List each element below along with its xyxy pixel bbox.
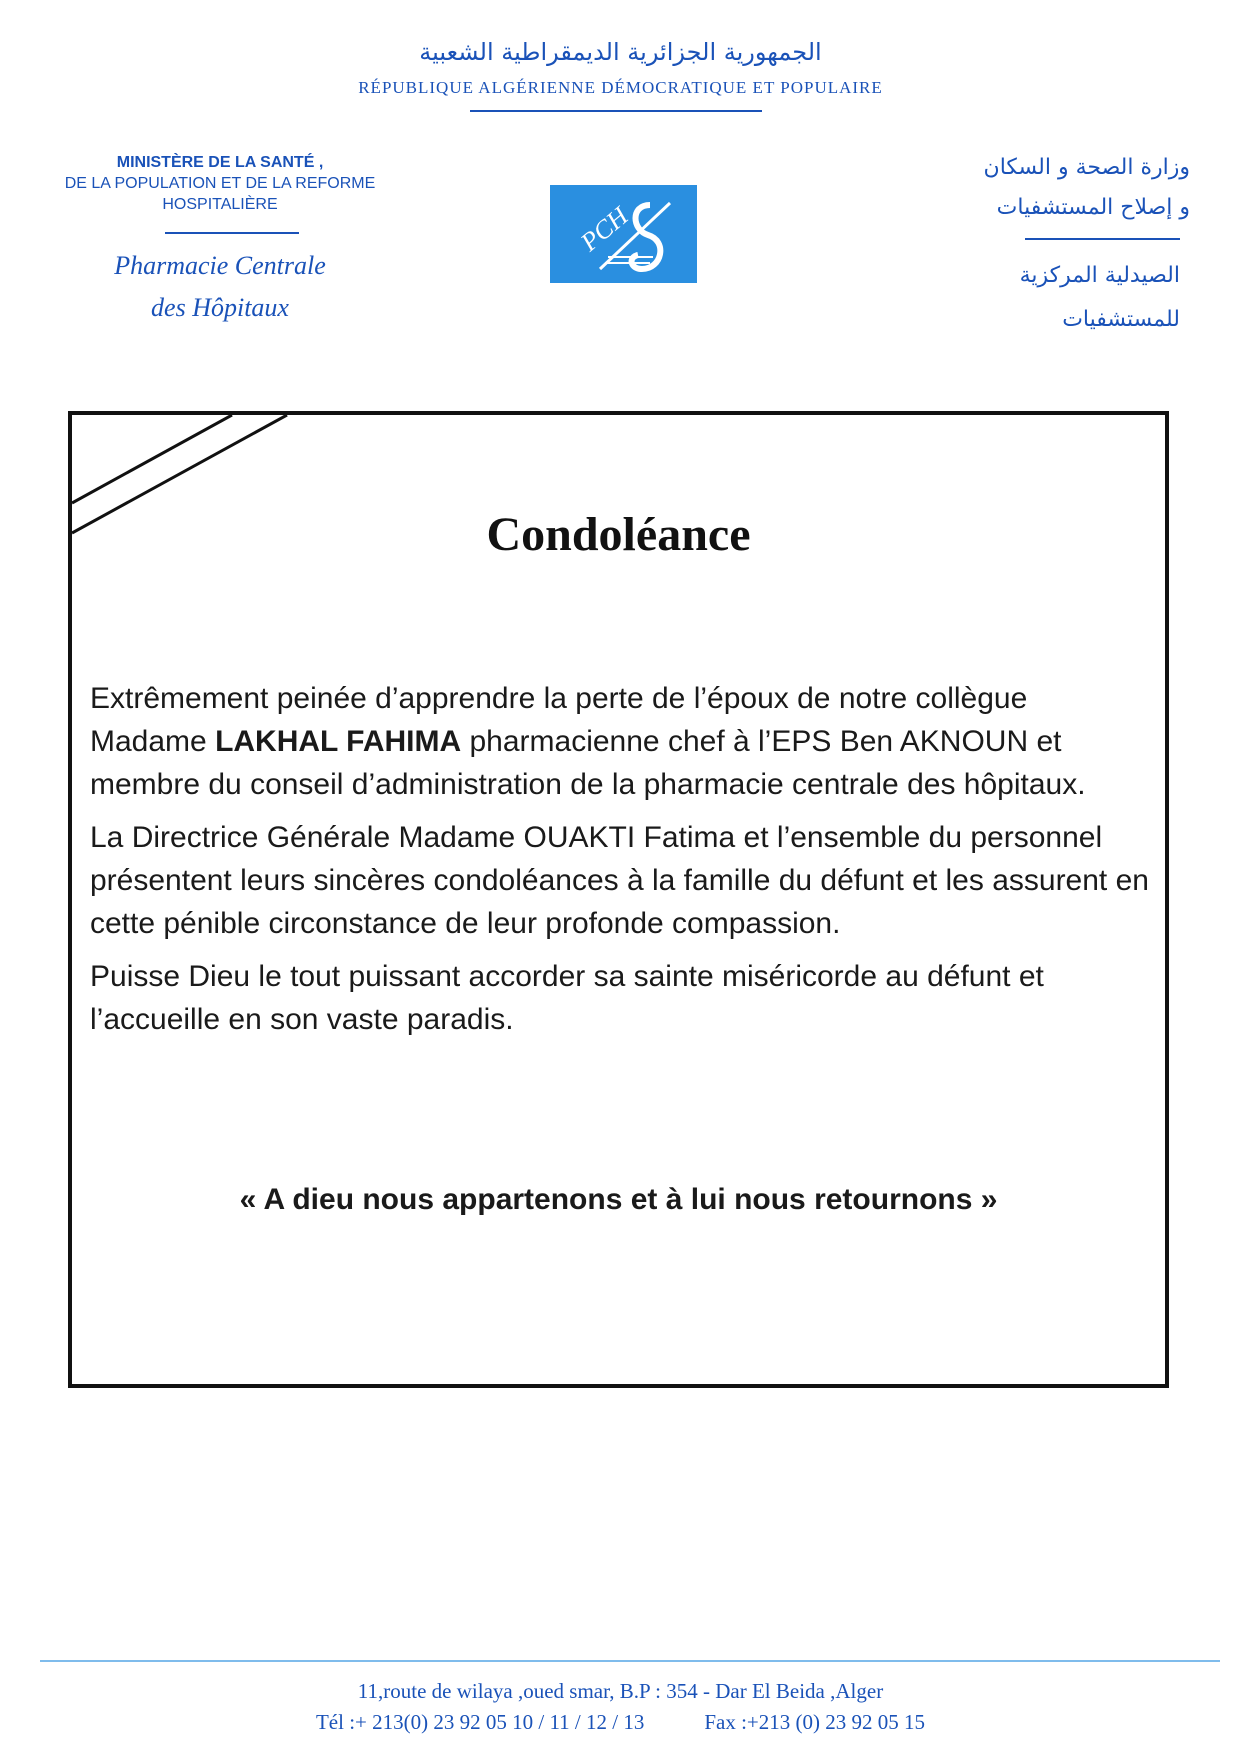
notice-motto: « A dieu nous appartenons et à lui nous retournons »: [239, 1183, 998, 1216]
footer-contacts: [0, 1707, 1241, 1738]
header-arabic-title: الجمهورية الجزائرية الديمقراطية الشعبية: [419, 38, 822, 66]
ministry-fr-divider: [165, 232, 299, 234]
header-divider: [470, 110, 762, 112]
condolence-box: [68, 411, 1169, 1388]
notice-paragraph-2: La Directrice Générale Madame OUAKTI Fatima et l’ensemble du personnel présentent leurs sincères condoléances à la famille du défunt et les assurent en cette pénible circonstance de leur profonde compassion.: [90, 821, 1149, 940]
footer-fax: Fax :+213 (0) 23 92 05 15: [704, 1710, 926, 1734]
pch-ar-line2: للمستشفيات: [1062, 307, 1180, 332]
footer: [0, 1676, 1241, 1738]
p1-text-a: Extrêmement peinée d’apprendre la perte de l’époux de notre collègue Madame: [90, 682, 1028, 758]
notice-body: [90, 677, 1150, 1051]
footer-tel: Tél :+ 213(0) 23 92 05 10 / 11 / 12 / 13: [315, 1710, 645, 1734]
pch-logo: [550, 185, 697, 283]
pch-arabic-name: [930, 254, 1180, 342]
ministry-ar-line1: وزارة الصحة و السكان: [983, 155, 1190, 180]
ministry-fr-line3: HOSPITALIÈRE: [162, 196, 278, 213]
pch-logo-mark: [550, 185, 697, 283]
ministry-ar-divider: [1025, 238, 1180, 240]
ministry-ar-line2: و إصلاح المستشفيات: [996, 195, 1190, 220]
footer-address: 11,route de wilaya ,oued smar, B.P : 354 - Dar El Beida ,Alger: [357, 1679, 884, 1703]
notice-paragraph-1: [90, 677, 1150, 806]
pch-fr-line1: Pharmacie Centrale: [114, 251, 326, 280]
ministry-arabic-block: [930, 148, 1190, 228]
pch-ar-line1: الصيدلية المركزية: [1019, 263, 1180, 288]
ministry-french-block: [40, 152, 400, 215]
p1-text-b: pharmacienne chef à l’EPS Ben AKNOUN et membre du conseil d’administration de la pharmacie centrale des hôpitaux.: [90, 725, 1086, 801]
pch-fr-line2: des Hôpitaux: [151, 293, 289, 322]
ministry-fr-line1: MINISTÈRE DE LA SANTÉ ,: [116, 154, 324, 171]
notice-title: Condoléance: [486, 508, 751, 561]
header-french-title: RÉPUBLIQUE ALGÉRIENNE DÉMOCRATIQUE ET POPULAIRE: [358, 78, 883, 97]
ministry-fr-line2: DE LA POPULATION ET DE LA REFORME: [64, 175, 376, 192]
logo-text: PCH: [575, 201, 634, 257]
footer-divider: [40, 1660, 1220, 1662]
notice-paragraph-3: Puisse Dieu le tout puissant accorder sa sainte miséricorde au défunt et l’accueille en son vaste paradis.: [90, 960, 1044, 1036]
deceased-relative-name: LAKHAL FAHIMA: [215, 725, 462, 758]
pch-french-name: [40, 245, 400, 329]
